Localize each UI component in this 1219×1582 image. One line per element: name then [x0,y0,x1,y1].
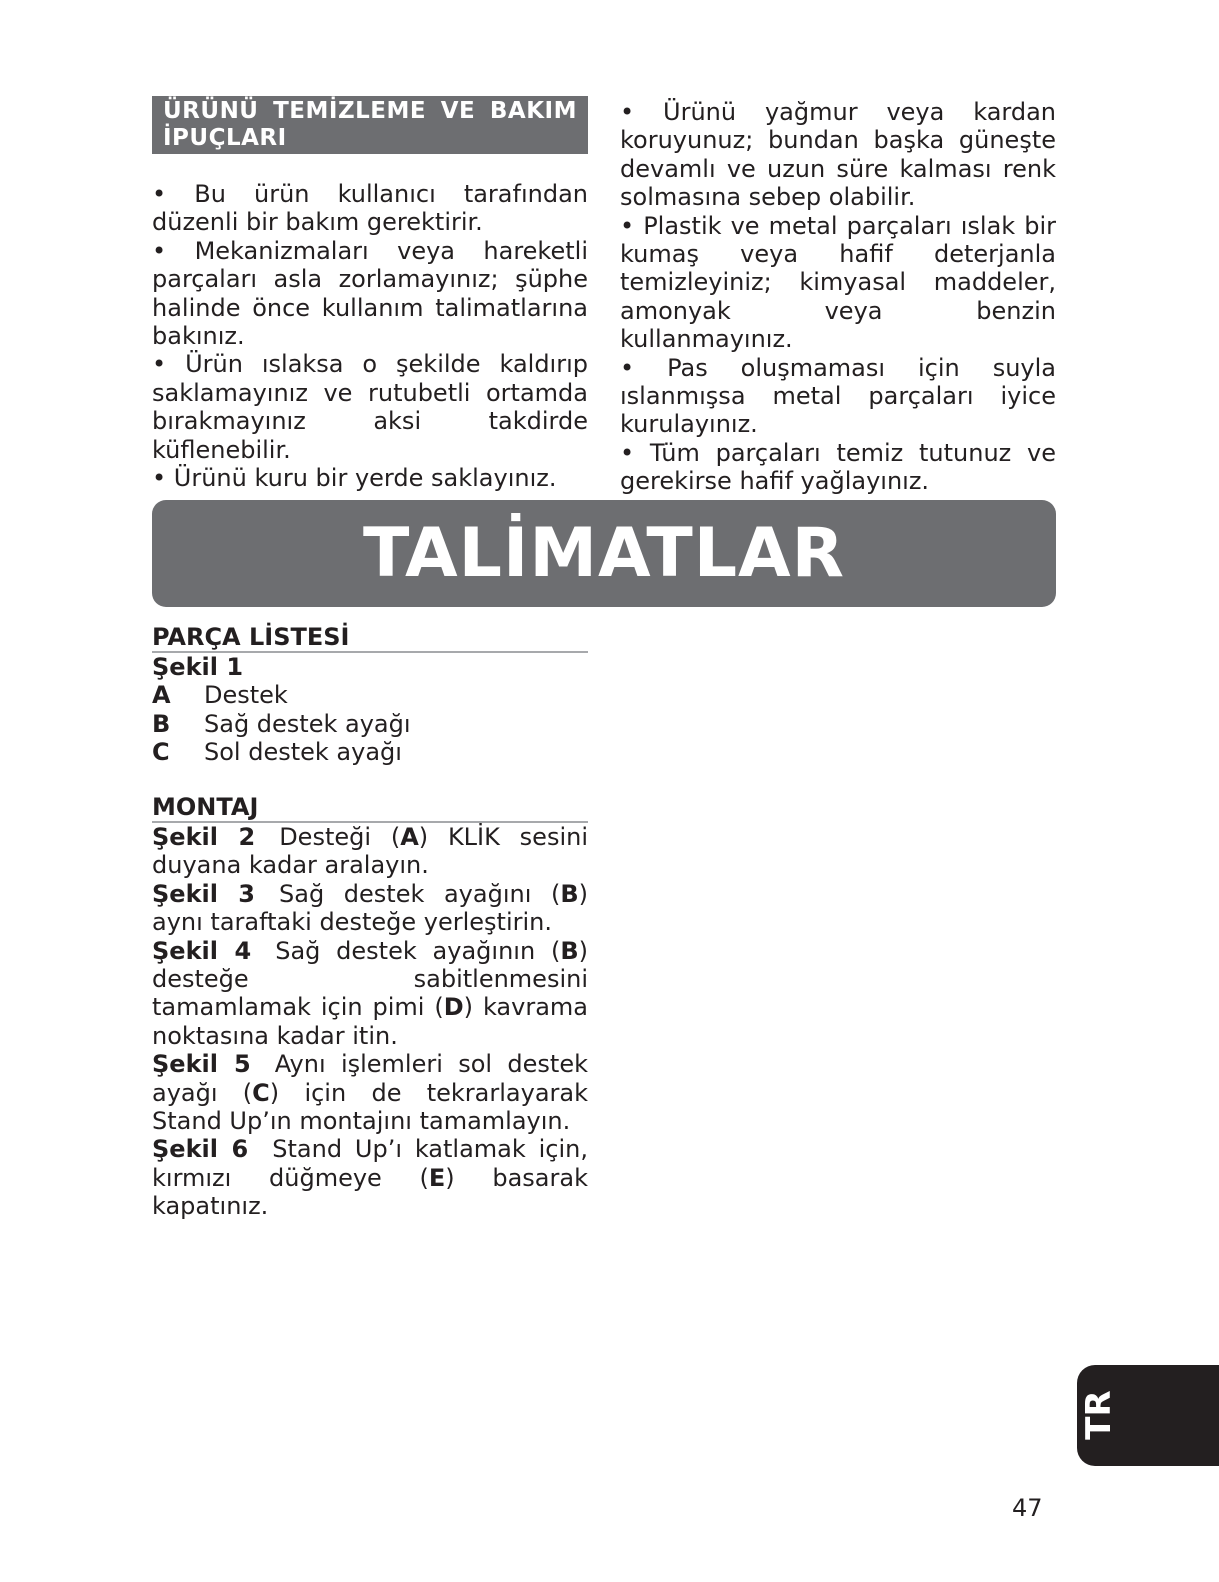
care-left-bullets [152,180,588,492]
step-label: Şekil 6 [152,1135,249,1164]
care-bullet: • Ürün ıslaksa o şekilde kaldırıp saklamayınız ve rutubetli ortamda bırakmayınız aksi takdirde küflenebilir. [152,350,588,464]
part-name: Destek [204,681,288,710]
step-label: Şekil 2 [152,823,256,851]
step-part-key: E [428,1163,446,1192]
language-tab [1077,1365,1219,1466]
step-text: ) basarak kapatınız. [152,1163,588,1221]
assembly-title: MONTAJ [152,794,588,823]
step-label: Şekil 5 [152,1050,251,1079]
assembly-step [152,823,588,880]
care-bullet: • Pas oluşmaması için suyla ıslanmışsa metal parçaları iyice kurulayınız. [620,353,1056,439]
step-text: ) aynı taraftaki desteğe yerleştirin. [152,879,589,937]
part-item [152,681,588,709]
assembly-step [152,1135,588,1220]
care-bullet: • Plastik ve metal parçaları ıslak bir kumaş veya hafif deterjanla temizleyiniz; kimyasal maddeler, amonyak veya benzin kullanmayınız. [620,211,1056,354]
care-section-title: ÜRÜNÜ TEMİZLEME VE BAKIM İPUÇLARI [152,96,588,154]
step-text: ) için de tekrarlayarak Stand Up’ın montajını tamamlayın. [152,1078,589,1136]
step-label: Şekil 4 [152,936,252,965]
page-number: 47 [1012,1494,1043,1522]
care-bullet: • Ürünü yağmur veya kardan koruyunuz; bundan başka güneşte devamlı ve uzun süre kalması renk solmasına sebep olabilir. [620,98,1056,212]
step-text: Sağ destek ayağının ( [275,936,561,965]
step-text: Stand Up’ı katlamak için, kırmızı düğmeye ( [152,1135,588,1192]
care-right-column [620,98,1056,496]
step-part-key: B [560,879,579,908]
part-name: Sol destek ayağı [204,738,402,767]
care-bullet: • Tüm parçaları temiz tutunuz ve gerekirse hafif yağlayınız. [620,438,1056,496]
part-letter: C [152,738,170,767]
parts-figure-label: Şekil 1 [152,653,244,681]
parts-list-title: PARÇA LİSTESİ [152,624,588,653]
parts-list-section [152,624,588,767]
assembly-section [152,794,588,1221]
step-part-key: C [252,1078,270,1107]
assembly-step [152,1050,588,1135]
step-text: Aynı işlemleri sol destek ayağı ( [152,1050,588,1107]
care-bullet: • Bu ürün kullanıcı tarafından düzenli bir bakım gerektirir. [152,180,588,237]
step-text: Desteği ( [279,823,401,851]
assembly-step [152,937,588,1051]
language-tab-label: TR [1079,1390,1119,1440]
assembly-step [152,880,588,937]
care-bullet: • Ürünü kuru bir yerde saklayınız. [152,464,557,493]
step-text: Sağ destek ayağını ( [279,879,561,908]
step-text: ) KLİK sesini duyana kadar aralayın. [152,823,588,880]
part-name: Sağ destek ayağı [204,709,411,738]
step-text: ) desteğe sabitlenmesini tamamlamak için pimi ( [152,936,588,1022]
care-left-column [152,96,588,492]
banner-title: TALİMATLAR [362,514,846,593]
part-letter: A [152,681,171,710]
step-label: Şekil 3 [152,879,256,908]
step-part-key: B [560,936,579,965]
step-part-key: D [443,993,464,1022]
instructions-banner [152,500,1056,607]
part-item [152,738,588,766]
part-item [152,710,588,738]
step-text: ) kavrama noktasına kadar itin. [152,993,588,1050]
part-letter: B [152,709,171,738]
care-bullet: • Mekanizmaları veya hareketli parçaları asla zorlamayınız; şüphe halinde önce kullanım talimatlarına bakınız. [152,236,588,351]
step-part-key: A [400,823,419,851]
